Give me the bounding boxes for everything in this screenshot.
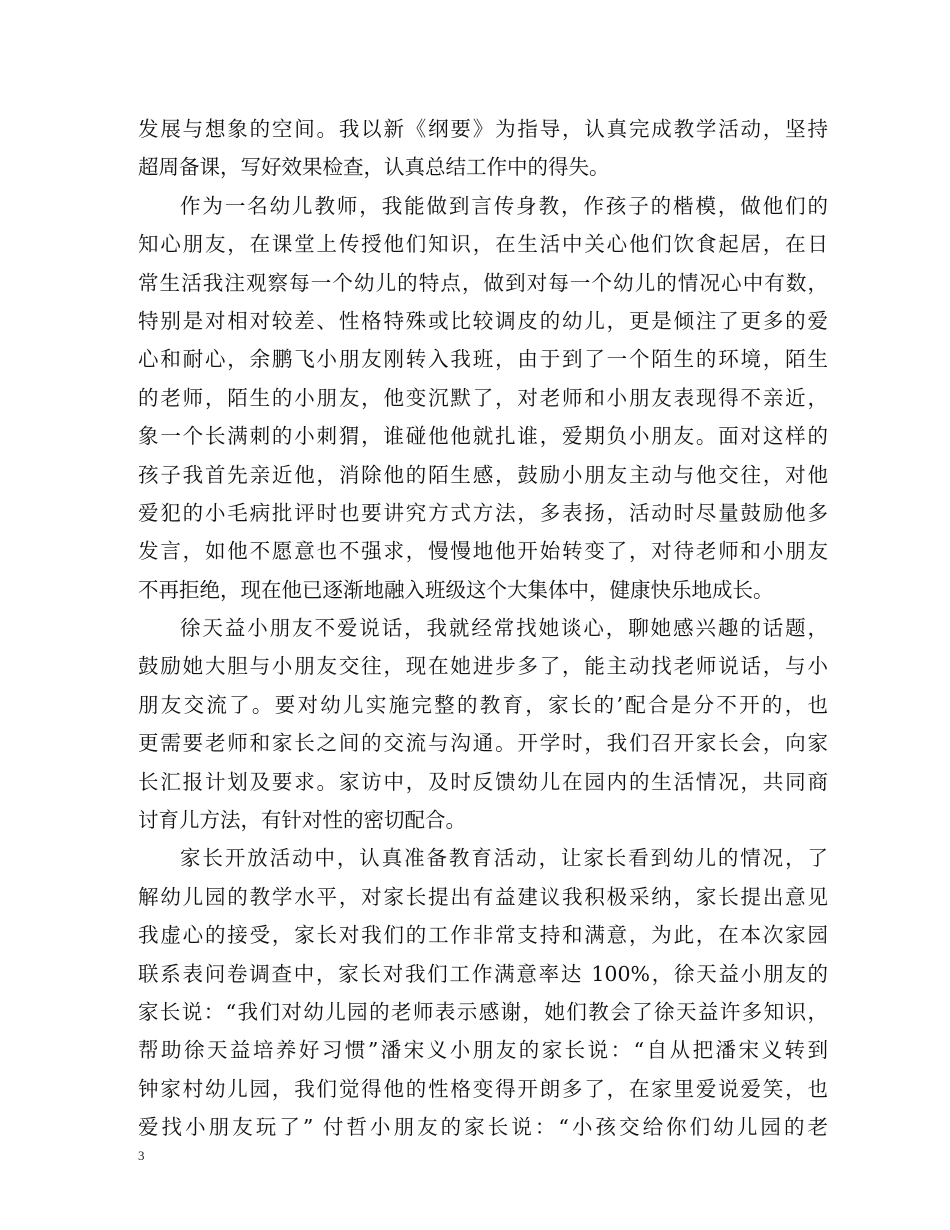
text-line: 爱找小朋友玩了” 付哲小朋友的家长说：“小孩交给你们幼儿园的老 <box>138 1115 828 1140</box>
text-line: 联系表问卷调查中，家长对我们工作满意率达 100%，徐天益小朋友的 <box>138 961 828 986</box>
text-line: 特别是对相对较差、性格特殊或比较调皮的幼儿，更是倾注了更多的爱 <box>138 308 828 333</box>
text-line: 钟家村幼儿园，我们觉得他的性格变得开朗多了，在家里爱说爱笑，也 <box>138 1076 828 1101</box>
text-line: 发展与想象的空间。我以新《纲要》为指导，认真完成教学活动，坚持 <box>138 117 828 141</box>
page-number: 3 <box>138 1148 145 1163</box>
text-line: 朋友交流了。要对幼儿实施完整的教育，家长的’配合是分不开的，也 <box>138 692 828 717</box>
text-line: 发言，如他不愿意也不强求，慢慢地他开始转变了，对待老师和小朋友 <box>138 539 828 564</box>
paragraph-first-line: 徐天益小朋友不爱说话，我就经常找她谈心，聊她感兴趣的话题， <box>180 616 828 641</box>
text-line: 孩子我首先亲近他，消除他的陌生感，鼓励小朋友主动与他交往，对他 <box>138 462 828 487</box>
text-line: 帮助徐天益培养好习惯”潘宋义小朋友的家长说：“自从把潘宋义转到 <box>138 1038 828 1063</box>
text-line: 更需要老师和家长之间的交流与沟通。开学时，我们召开家长会，向家 <box>138 731 828 756</box>
body-text <box>138 110 828 1147</box>
text-line: 长汇报计划及要求。家访中，及时反馈幼儿在园内的生活情况，共同商 <box>138 769 828 794</box>
text-line: 象一个长满刺的小刺猬，谁碰他他就扎谁，爱期负小朋友。面对这样的 <box>138 424 828 449</box>
paragraph-first-line: 作为一名幼儿教师，我能做到言传身教，作孩子的楷模，做他们的 <box>180 193 828 218</box>
text-line: 我虚心的接受，家长对我们的工作非常支持和满意，为此，在本次家园 <box>138 923 828 948</box>
text-line: 超周备课，写好效果检查，认真总结工作中的得失。 <box>138 155 610 180</box>
text-line: 的老师，陌生的小朋友，他变沉默了，对老师和小朋友表现得不亲近， <box>138 385 828 410</box>
text-line: 解幼儿园的教学水平，对家长提出有益建议我积极采纳，家长提出意见 <box>138 884 828 909</box>
text-line: 家长说：“我们对幼儿园的老师表示感谢，她们教会了徐天益许多知识， <box>138 999 828 1024</box>
text-line: 知心朋友，在课堂上传授他们知识，在生活中关心他们饮食起居，在日 <box>138 232 828 257</box>
text-line: 不再拒绝，现在他已逐渐地融入班级这个大集体中，健康快乐地成长。 <box>138 577 774 602</box>
paragraph-first-line: 家长开放活动中，认真准备教育活动，让家长看到幼儿的情况，了 <box>180 846 828 871</box>
text-line: 常生活我注观察每一个幼儿的特点，做到对每一个幼儿的情况心中有数， <box>138 270 828 295</box>
text-line: 讨育儿方法，有针对性的密切配合。 <box>138 808 466 833</box>
text-line: 鼓励她大胆与小朋友交往，现在她进步多了，能主动找老师说话，与小 <box>138 654 828 679</box>
text-line: 爱犯的小毛病批评时也要讲究方式方法，多表扬，活动时尽量鼓励他多 <box>138 500 828 525</box>
text-line: 心和耐心，余鹏飞小朋友刚转入我班，由于到了一个陌生的环境，陌生 <box>138 347 828 372</box>
